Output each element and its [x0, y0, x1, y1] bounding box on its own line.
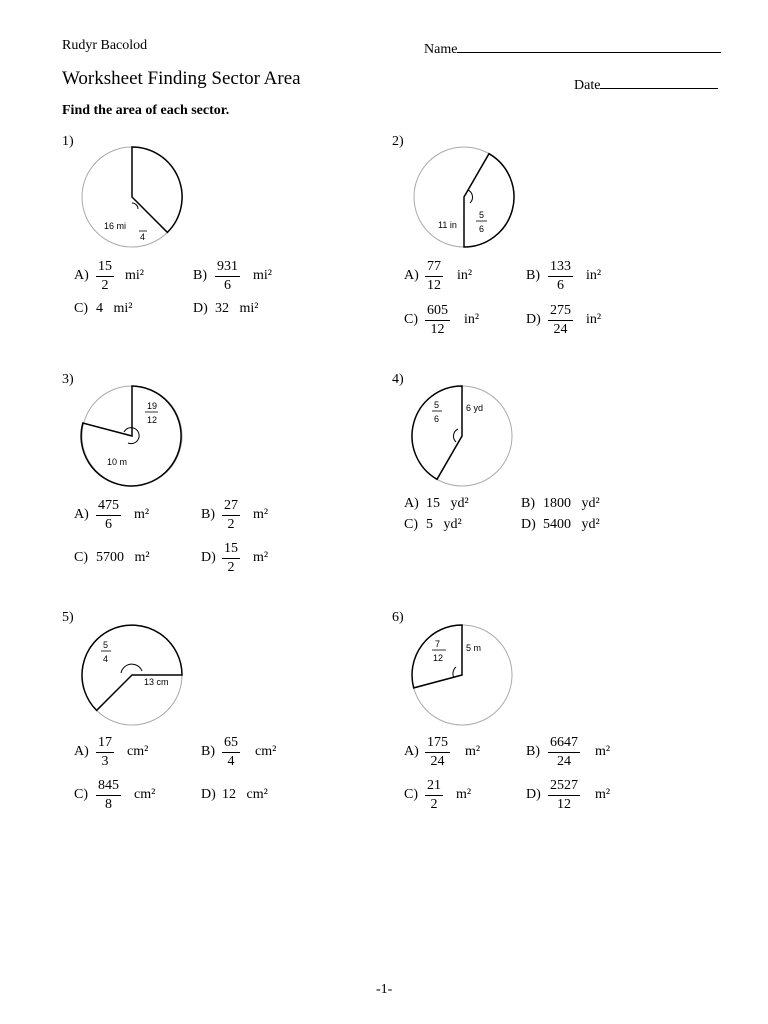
choice-unit: m²	[595, 787, 611, 802]
worksheet-title: Worksheet Finding Sector Area	[62, 68, 301, 89]
choice-fraction[interactable]	[425, 302, 450, 339]
fraction-denominator: 24	[557, 754, 571, 769]
problem-number: 2)	[392, 134, 404, 149]
choice-unit: in²	[457, 268, 473, 283]
name-field[interactable]	[424, 38, 721, 58]
angle-numerator: 5	[103, 640, 109, 650]
fraction-denominator: 2	[227, 517, 235, 532]
angle-arc	[132, 203, 138, 209]
choice-value[interactable]: 1800 yd²	[543, 496, 600, 511]
fraction-numerator: 175	[425, 734, 450, 753]
angle-denominator: 4	[103, 654, 109, 664]
choice-letter[interactable]: C)	[404, 312, 418, 327]
choice-value[interactable]: 32 mi²	[215, 301, 259, 316]
choice-fraction[interactable]	[215, 258, 240, 295]
choice-fraction[interactable]	[425, 734, 450, 771]
fraction-numerator: 15	[222, 540, 240, 559]
choice-unit: m²	[134, 507, 150, 522]
choice-fraction[interactable]	[548, 734, 580, 771]
choice-letter[interactable]: B)	[201, 507, 215, 522]
fraction-numerator: 65	[222, 734, 240, 753]
fraction-denominator: 4	[227, 754, 235, 769]
choice-letter[interactable]: B)	[526, 744, 540, 759]
fraction-denominator: 2	[227, 560, 235, 575]
choice-fraction[interactable]	[222, 734, 240, 771]
choice-fraction[interactable]	[222, 540, 240, 577]
sector-figure	[78, 382, 186, 490]
instructions: Find the area of each sector.	[62, 103, 230, 118]
choice-fraction[interactable]	[548, 258, 573, 295]
angle-arc	[121, 664, 142, 673]
choice-letter[interactable]: D)	[526, 312, 541, 327]
choice-unit: in²	[586, 312, 602, 327]
choice-letter[interactable]: B)	[193, 268, 207, 283]
choice-value[interactable]: 5400 yd²	[543, 517, 600, 532]
angle-arc	[454, 429, 458, 442]
fraction-denominator: 24	[430, 754, 445, 769]
radius-label: 10 m	[107, 457, 128, 467]
fraction-denominator: 2	[430, 797, 438, 812]
fraction-denominator: 24	[553, 322, 568, 337]
angle-numerator: 5	[479, 210, 485, 220]
choice-value[interactable]: 5700 m²	[96, 550, 150, 565]
choice-letter[interactable]: A)	[404, 268, 419, 283]
angle-denominator: 6	[479, 224, 485, 234]
fraction-numerator: 6647	[548, 734, 580, 753]
choice-unit: m²	[465, 744, 481, 759]
radius-label: 13 cm	[144, 677, 169, 687]
choice-value[interactable]: 12 cm²	[222, 787, 268, 802]
choice-letter[interactable]: B)	[526, 268, 540, 283]
choice-unit: in²	[464, 312, 480, 327]
fraction-numerator: 17	[96, 734, 114, 753]
choice-letter[interactable]: A)	[74, 268, 89, 283]
angle-denominator: 6	[434, 414, 440, 424]
choice-letter[interactable]: C)	[404, 787, 418, 802]
choice-letter[interactable]: A)	[74, 744, 89, 759]
problem-number: 5)	[62, 610, 74, 625]
name-blank[interactable]	[457, 38, 721, 53]
choice-letter[interactable]: A)	[74, 507, 89, 522]
fraction-denominator: 3	[101, 754, 109, 769]
choice-letter[interactable]: B)	[201, 744, 215, 759]
fraction-denominator: 8	[105, 797, 112, 812]
choice-letter[interactable]: D)	[201, 787, 216, 802]
fraction-denominator: 12	[427, 278, 441, 293]
fraction-numerator: 133	[548, 258, 573, 277]
choice-unit: mi²	[253, 268, 272, 283]
fraction-denominator: 6	[224, 278, 231, 293]
choice-fraction[interactable]	[96, 777, 121, 814]
fraction-denominator: 12	[430, 322, 445, 337]
date-label: Date	[574, 78, 601, 93]
choice-letter[interactable]: D)	[201, 550, 216, 565]
choice-letter[interactable]: D)	[521, 517, 536, 532]
page-number: -1-	[376, 982, 393, 997]
fraction-numerator: 15	[96, 258, 114, 277]
angle-numerator: 7	[435, 639, 441, 649]
choice-letter[interactable]: C)	[74, 787, 88, 802]
choice-unit: m²	[253, 550, 269, 565]
choice-fraction[interactable]	[96, 258, 114, 295]
choice-fraction[interactable]	[222, 497, 240, 534]
choice-unit: m²	[595, 744, 611, 759]
radius-label: 11 in	[438, 220, 457, 230]
author-name: Rudyr Bacolod	[62, 38, 148, 53]
sector-outline	[82, 625, 182, 710]
fraction-numerator: 21	[425, 777, 443, 796]
choice-value[interactable]: 4 mi²	[96, 301, 133, 316]
fraction-denominator: 2	[101, 278, 109, 293]
fraction-numerator: 275	[548, 302, 573, 321]
problem-number: 1)	[62, 134, 74, 149]
sector-figure	[408, 382, 516, 490]
fraction-numerator: 845	[96, 777, 121, 796]
fraction-denominator: 12	[557, 797, 571, 812]
problem-number: 4)	[392, 372, 404, 387]
choice-unit: m²	[456, 787, 472, 802]
choice-unit: mi²	[125, 268, 144, 283]
choice-fraction[interactable]	[425, 258, 443, 295]
date-field[interactable]	[574, 74, 718, 94]
choice-fraction[interactable]	[96, 734, 114, 771]
angle-arc	[468, 190, 472, 203]
choice-unit: cm²	[255, 744, 277, 759]
sector-outline	[132, 147, 182, 232]
choice-unit: m²	[253, 507, 269, 522]
fraction-numerator: 77	[425, 258, 443, 277]
sector-figure	[408, 621, 516, 729]
choice-letter[interactable]: D)	[193, 301, 208, 316]
sector-figure	[78, 143, 186, 251]
choice-letter[interactable]: D)	[526, 787, 541, 802]
choice-unit: in²	[586, 268, 602, 283]
fraction-numerator: 605	[425, 302, 450, 321]
angle-denominator: 4	[140, 232, 146, 242]
fraction-denominator: 6	[557, 278, 564, 293]
radius-label: 6 yd	[466, 403, 484, 413]
choice-unit: cm²	[134, 787, 156, 802]
choice-value[interactable]: 15 yd²	[426, 496, 469, 511]
fraction-numerator: 27	[222, 497, 240, 516]
angle-denominator: 12	[433, 653, 444, 663]
fraction-numerator: 931	[215, 258, 240, 277]
choice-letter[interactable]: B)	[521, 496, 535, 511]
choice-letter[interactable]: C)	[404, 517, 418, 532]
choice-fraction[interactable]	[548, 777, 580, 814]
problem-number: 3)	[62, 372, 74, 387]
choice-letter[interactable]: C)	[74, 550, 88, 565]
choice-fraction[interactable]	[425, 777, 443, 814]
name-label: Name	[424, 42, 458, 57]
angle-numerator: 19	[147, 401, 158, 411]
fraction-numerator: 475	[96, 497, 121, 516]
choice-fraction[interactable]	[548, 302, 573, 339]
radius-label: 16 mi	[104, 221, 127, 231]
choice-letter[interactable]: C)	[74, 301, 88, 316]
choice-unit: cm²	[127, 744, 149, 759]
fraction-denominator: 6	[105, 517, 112, 532]
fraction-numerator: 2527	[548, 777, 580, 796]
angle-denominator: 12	[147, 415, 158, 425]
angle-numerator: 5	[434, 400, 440, 410]
choice-value[interactable]: 5 yd²	[426, 517, 462, 532]
sector-figure	[78, 621, 186, 729]
choice-letter[interactable]: A)	[404, 744, 419, 759]
problem-number: 6)	[392, 610, 404, 625]
choice-letter[interactable]: A)	[404, 496, 419, 511]
radius-label: 5 m	[466, 643, 482, 653]
choice-fraction[interactable]	[96, 497, 121, 534]
date-blank[interactable]	[600, 74, 718, 89]
sector-figure	[410, 143, 518, 251]
